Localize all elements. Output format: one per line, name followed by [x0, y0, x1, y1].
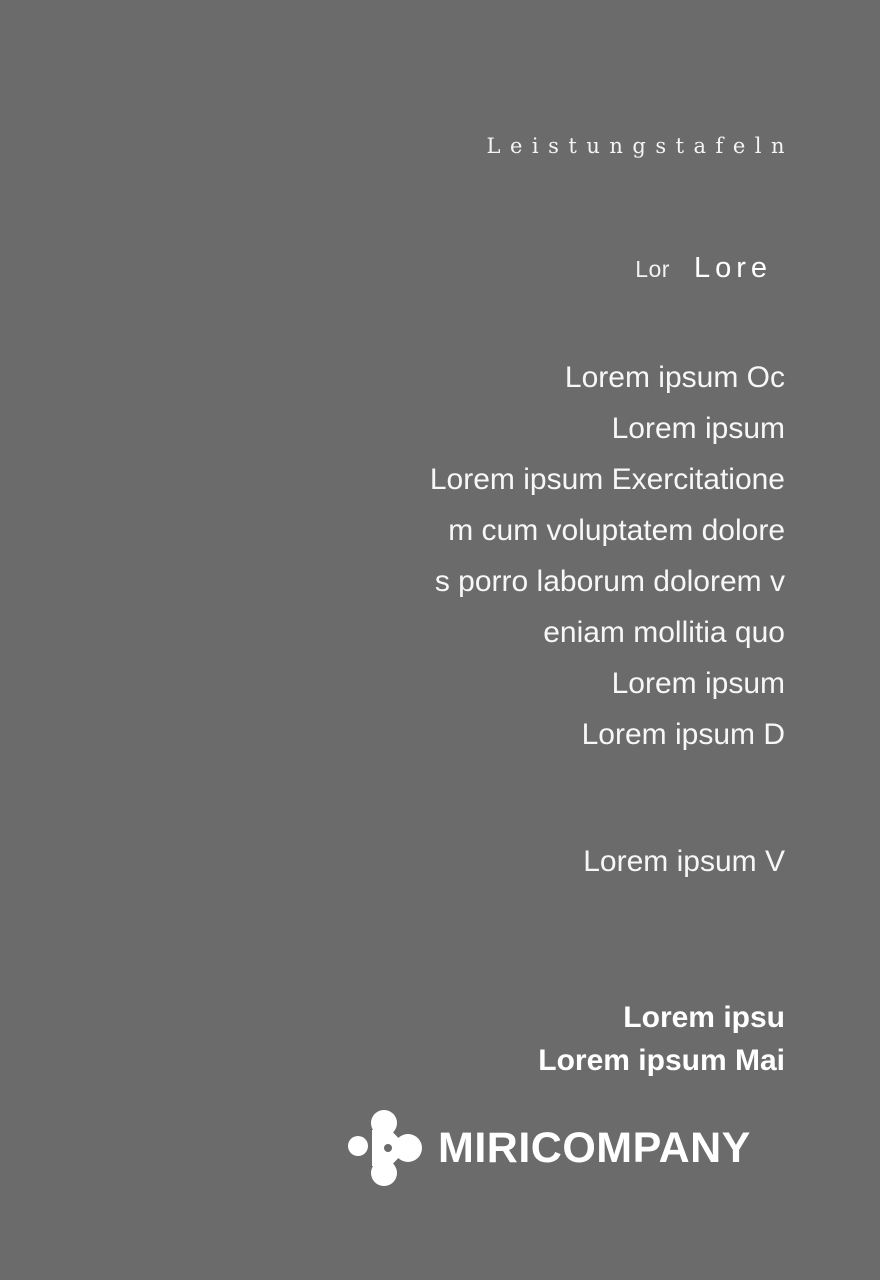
body-line: s porro laborum dolorem v [434, 565, 785, 598]
body-line: Lorem ipsum D [581, 718, 785, 751]
company-logo [348, 1108, 751, 1188]
subheading-large: Lore [693, 252, 772, 284]
note-text: Lorem ipsum V [583, 845, 785, 878]
body-paragraph [430, 352, 785, 760]
body-line: m cum voluptatem dolore [448, 514, 785, 547]
body-line: eniam mollitia quo [543, 616, 785, 649]
molecule-logo-icon [348, 1108, 424, 1188]
bold-block [538, 996, 785, 1082]
bold-line: Lorem ipsu [623, 1001, 785, 1034]
body-line: Lorem ipsum [611, 667, 785, 700]
logo-wordmark: MIRICOMPANY [438, 1123, 751, 1172]
bold-line: Lorem ipsum Mai [538, 1044, 785, 1077]
body-line: Lorem ipsum Oc [564, 361, 785, 394]
body-line: Lorem ipsum [611, 412, 785, 445]
body-line: Lorem ipsum Exercitatione [429, 463, 785, 496]
category-heading: Leistungstafeln [486, 134, 794, 158]
subheading [635, 252, 772, 285]
subheading-small: Lor [635, 256, 670, 282]
